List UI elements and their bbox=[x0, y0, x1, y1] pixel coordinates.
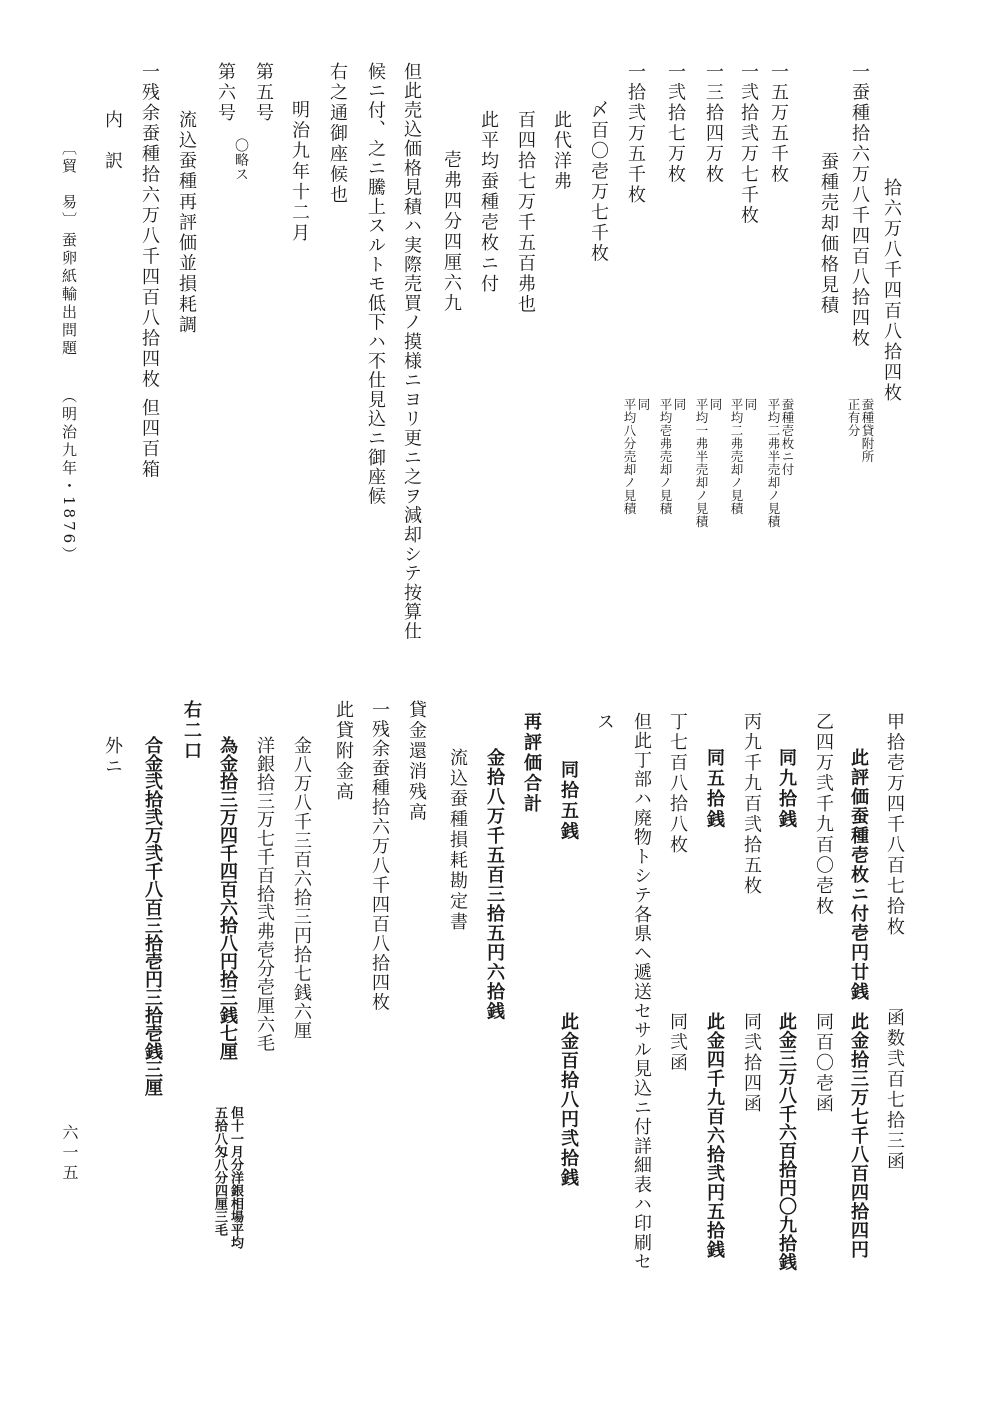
text-column: 明治九年十二月 bbox=[289, 100, 310, 244]
annotation: 同 bbox=[743, 398, 758, 411]
text-column: 同弐函 bbox=[667, 1012, 688, 1074]
text-column: 此代洋弗 bbox=[551, 110, 572, 192]
text-column: 一拾弐万五千枚 bbox=[625, 62, 646, 206]
text-column: 一弐拾七万枚 bbox=[665, 62, 686, 185]
annotation: 平均二弗半売却ノ見積 bbox=[766, 398, 781, 528]
text-column: ス bbox=[594, 712, 615, 733]
text-column: 蚕種売却価格見積 bbox=[818, 152, 839, 316]
text-column: 同五拾銭 bbox=[704, 748, 725, 830]
annotation: 五拾八匁八分四厘三毛 bbox=[212, 1106, 227, 1236]
text-column: 但此売込価格見積ハ実際売買ノ摸様ニヨリ更ニ之ヲ減却シテ按算仕 bbox=[401, 62, 422, 641]
text-column: 一残余蚕種拾六万八千四百八拾四枚 bbox=[369, 700, 390, 1012]
text-column: 金八万八千三百六拾三円拾七銭六厘 bbox=[291, 736, 312, 1040]
text-column: 此金三万八千六百拾円〇九拾銭 bbox=[776, 1012, 797, 1271]
text-column: 内 訳 bbox=[102, 110, 123, 172]
text-column: 此金拾三万七千八百四拾四円 bbox=[848, 1012, 869, 1259]
text-column: 右之通御座候也 bbox=[327, 62, 348, 206]
text-column: 一残余蚕種拾六万八千四百八拾四枚 bbox=[139, 62, 160, 390]
text-column: 合金弐拾弐万弐千八百三拾壱円三拾壱銭三厘 bbox=[142, 736, 163, 1096]
text-column: 同拾五銭 bbox=[558, 760, 579, 842]
text-column: 丁七百八拾八枚 bbox=[667, 712, 688, 856]
text-column: 函数弐百七拾三函 bbox=[884, 1008, 905, 1172]
annotation: 平均八分売却ノ見積 bbox=[622, 398, 637, 515]
text-column: 流込蚕種損耗勘定書 bbox=[447, 748, 468, 933]
text-column: 第五号 bbox=[253, 62, 274, 124]
text-column: 為金拾三万四千四百六拾八円拾三銭七厘 bbox=[217, 736, 238, 1060]
annotation: 〇略ス bbox=[233, 138, 249, 182]
text-column: 百四拾七万千五百弗也 bbox=[515, 110, 536, 315]
annotation: 同 bbox=[636, 398, 651, 411]
text-column: 拾六万八千四百八拾四枚 bbox=[881, 178, 902, 404]
text-column: 丙九千九百弐拾五枚 bbox=[741, 712, 762, 897]
annotation: 蚕種貸附所 bbox=[860, 398, 875, 463]
annotation: 平均壱弗売却ノ見積 bbox=[658, 398, 673, 515]
text-column: 一五万五千枚 bbox=[768, 62, 789, 185]
text-column: 右二口 bbox=[181, 700, 202, 762]
running-head-date: （明治九年・1876） bbox=[60, 388, 78, 565]
text-column: 此貸附金高 bbox=[333, 700, 354, 803]
text-column: 貸金還消残高 bbox=[406, 700, 427, 823]
annotation: 但十一月分洋銀相場平均 bbox=[228, 1106, 243, 1249]
text-column: 第六号 bbox=[215, 62, 236, 124]
text-column: 同弐拾四函 bbox=[741, 1012, 762, 1115]
text-column: 洋銀拾三万七千百拾弐弗壱分壱厘六毛 bbox=[254, 736, 275, 1053]
text-column: 壱弗四分四厘六九 bbox=[441, 150, 462, 314]
text-column: 一弐拾弐万七千枚 bbox=[738, 62, 759, 226]
text-column: 一蚕種拾六万八千四百八拾四枚 bbox=[849, 62, 870, 349]
text-column: 金拾八万千五百三拾五円六拾銭 bbox=[484, 748, 505, 1021]
annotation: 蚕種壱枚ニ付 bbox=[780, 398, 795, 476]
text-column: 外ニ bbox=[102, 736, 123, 777]
annotation: 同 bbox=[708, 398, 723, 411]
text-column: 但四百箱 bbox=[139, 398, 160, 480]
text-column: 流込蚕種再評価並損耗調 bbox=[176, 110, 197, 336]
annotation: 正有分 bbox=[846, 398, 861, 437]
text-column: 此平均蚕種壱枚ニ付 bbox=[478, 110, 499, 295]
text-column: 〆百〇壱万七千枚 bbox=[588, 100, 609, 264]
text-column: 候ニ付、之ニ騰上スルトモ低下ハ不仕見込ニ御座候 bbox=[365, 62, 386, 506]
text-column: 一三拾四万枚 bbox=[703, 62, 724, 185]
text-column: 同百〇壱函 bbox=[813, 1012, 834, 1115]
text-column: 再評価合計 bbox=[521, 712, 542, 815]
text-column: 此金百拾八円弐拾銭 bbox=[558, 1012, 579, 1188]
text-column: 此評価蚕種壱枚ニ付壱円廿銭 bbox=[848, 748, 869, 1002]
text-column: 同九拾銭 bbox=[776, 748, 797, 830]
text-column: 此金四千九百六拾弐円五拾銭 bbox=[704, 1012, 725, 1259]
text-column: 乙四万弐千九百〇壱枚 bbox=[813, 712, 834, 917]
annotation: 平均一弗半売却ノ見積 bbox=[694, 398, 709, 528]
annotation: 同 bbox=[672, 398, 687, 411]
running-head-section: 〔貿 易〕 bbox=[60, 140, 78, 230]
annotation: 平均二弗売却ノ見積 bbox=[729, 398, 744, 515]
text-column: 但此丁部ハ廃物トシテ各県ヘ遞送セサル見込ニ付詳細表ハ印刷セ bbox=[631, 712, 652, 1272]
running-head-title: 蚕卵紙輸出問題 bbox=[60, 232, 78, 358]
page-number: 六一五 bbox=[60, 1124, 79, 1184]
text-column: 甲拾壱万四千八百七拾枚 bbox=[884, 712, 905, 938]
